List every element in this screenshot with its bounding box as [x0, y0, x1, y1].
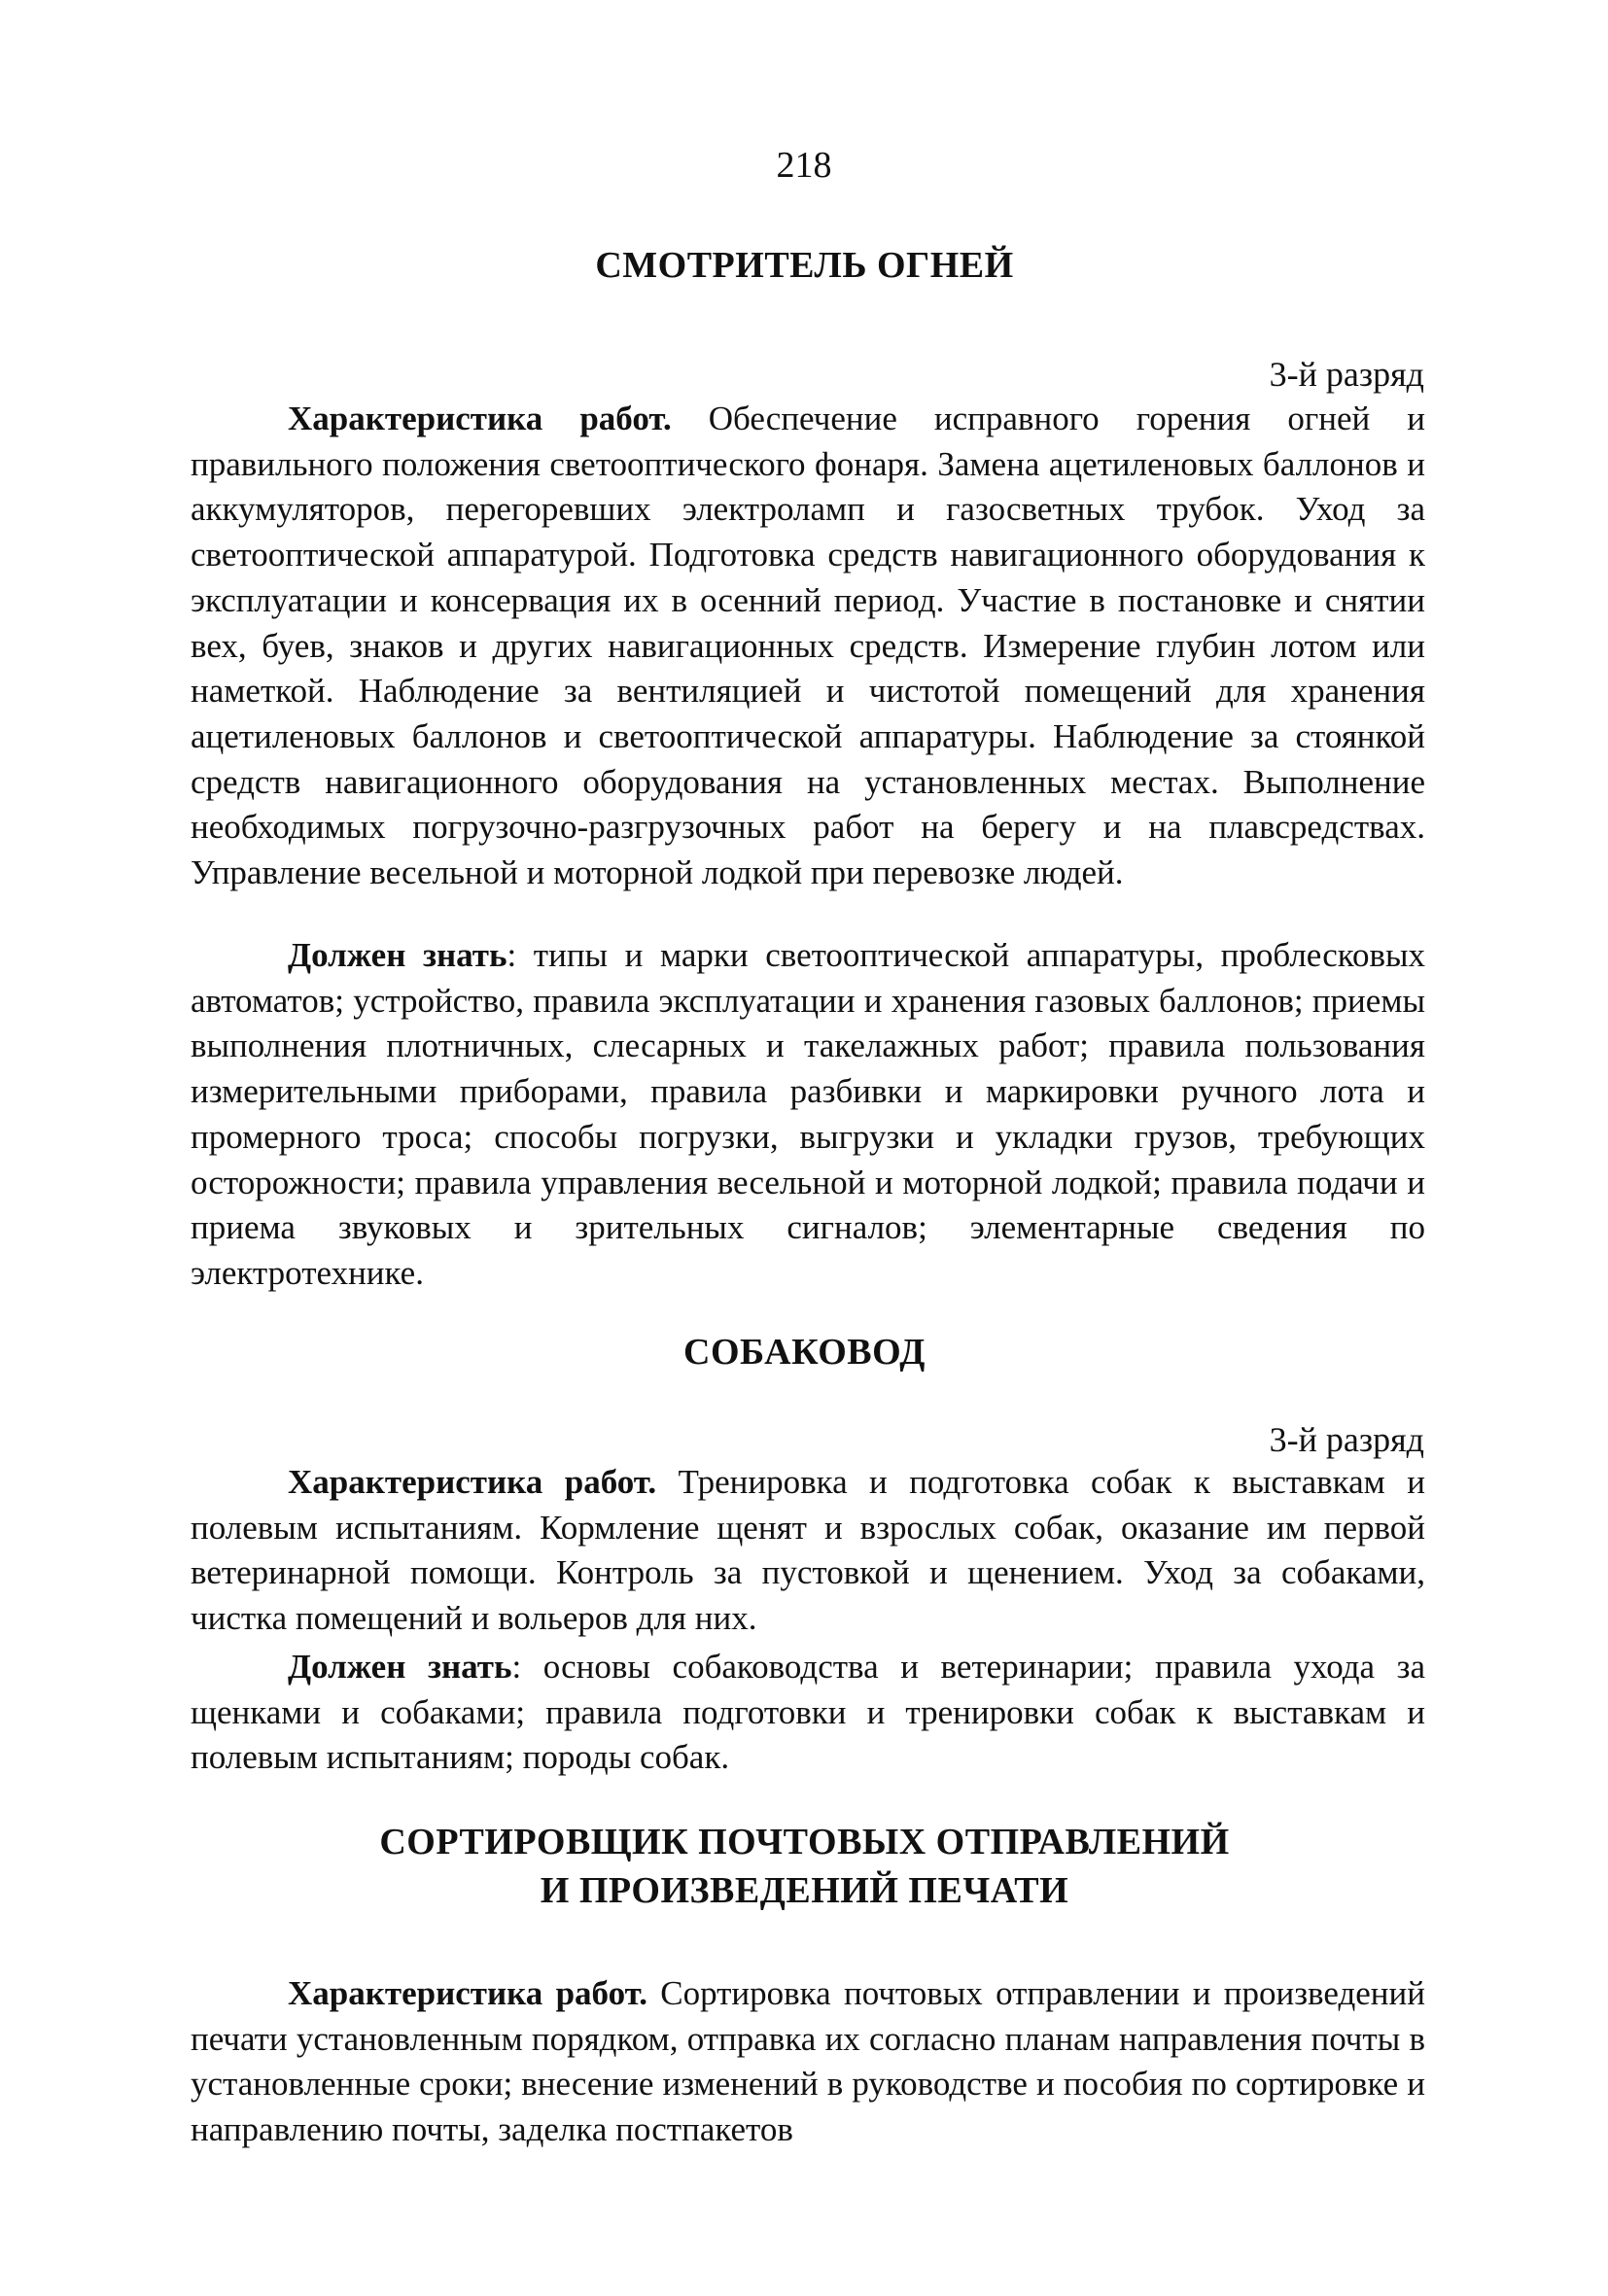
characteristics-text: Сортировка почтовых отправлении и произведений печати установленным порядком, отправка их согласно планам направления почты в установленные сроки; внесение изменений в руководстве и пособия по сортировке и направлению почты, заделка постпакетов [191, 1974, 1425, 2149]
section-title-mail-sorter [185, 1818, 1424, 1915]
characteristics-label: Характеристика работ. [288, 1974, 647, 2012]
knowledge-text: : основы собаководства и ветеринарии; правила ухода за щенками и собаками; правила подготовки и тренировки собак к выставкам и полевым испытаниям; породы собак. [191, 1648, 1425, 1777]
knowledge-paragraph [191, 933, 1425, 1297]
characteristics-text: Тренировка и подготовка собак к выставкам и полевым испытаниям. Кормление щенят и взрослых собак, оказание им первой ветеринарной помощи. Контроль за пустовкой и щенением. Уход за собаками, чистка помещений и вольеров для них. [191, 1463, 1425, 1638]
knowledge-text: : типы и марки светооптической аппаратуры, проблесковых автоматов; устройство, правила эксплуатации и хранения газовых баллонов; приемы выполнения плотничных, слесарных и такелажных работ; правила пользования измерительными приборами, правила разбивки и маркировки ручного лота и промерного троса; способы погрузки, выгрузки и укладки грузов, требующих осторожности; правила управления весельной и моторной лодкой; правила подачи и приема звуковых и зрительных сигналов; элементарные сведения по электротехнике. [191, 936, 1425, 1292]
section-title-line-1: СОРТИРОВЩИК ПОЧТОВЫХ ОТПРАВЛЕНИЙ [379, 1822, 1230, 1862]
grade-label: 3-й разряд [1269, 355, 1424, 394]
characteristics-paragraph [191, 397, 1425, 896]
characteristics-text: Обеспечение исправного горения огней и правильного положения светооптического фонаря. Замена ацетиленовых баллонов и аккумуляторов, перегоревших электроламп и газосветных трубок. Уход за светооптической аппаратурой. Подготовка средств навигационного оборудования к эксплуатации и консервация их в осенний период. Участие в постановке и снятии вех, буев, знаков и других навигационных средств. Измерение глубин лотом или наметкой. Наблюдение за вентиляцией и чистотой помещений для хранения ацетиленовых баллонов и светооптической аппаратуры. Наблюдение за стоянкой средств навигационного оборудования на установленных местах. Выполнение необходимых погрузочно-разгрузочных работ на берегу и на плавсредствах. Управление весельной и моторной лодкой при перевозке людей. [191, 400, 1425, 892]
knowledge-label: Должен знать [288, 1648, 512, 1686]
section-title-light-keeper: СМОТРИТЕЛЬ ОГНЕЙ [595, 245, 1014, 286]
page-number: 218 [776, 145, 832, 186]
characteristics-paragraph [191, 1460, 1425, 1642]
section-title-line-2: И ПРОИЗВЕДЕНИЙ ПЕЧАТИ [540, 1870, 1069, 1911]
characteristics-label: Характеристика работ. [288, 1463, 657, 1501]
section-title-dog-handler: СОБАКОВОД [683, 1332, 926, 1373]
knowledge-label: Должен знать [288, 936, 507, 974]
grade-label: 3-й разряд [1269, 1420, 1424, 1459]
characteristics-paragraph [191, 1971, 1425, 2153]
characteristics-label: Характеристика работ. [288, 400, 672, 437]
knowledge-paragraph [191, 1645, 1425, 1781]
